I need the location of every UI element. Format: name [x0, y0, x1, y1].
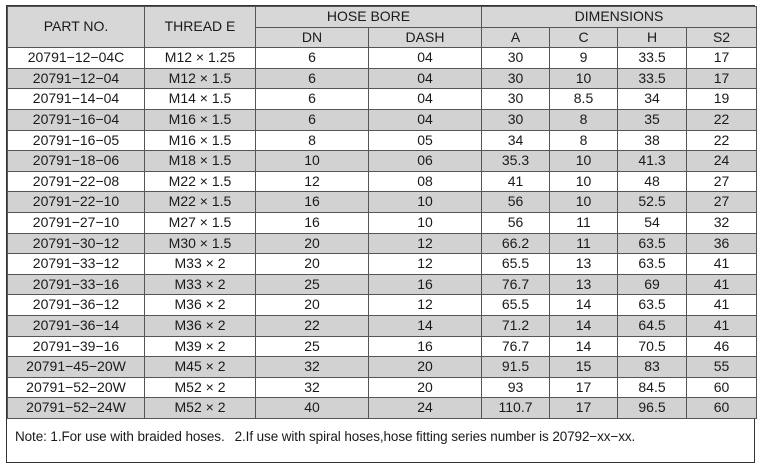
cell-h: 64.5 [618, 315, 687, 336]
cell-a: 30 [482, 68, 550, 89]
table-row [8, 171, 757, 192]
header-dimensions: DIMENSIONS [482, 7, 757, 28]
cell-c: 14 [550, 295, 618, 316]
cell-h: 33.5 [618, 68, 687, 89]
cell-c: 13 [550, 254, 618, 275]
cell-thread: M36 × 2 [145, 315, 256, 336]
cell-c: 9 [550, 48, 618, 69]
cell-a: 76.7 [482, 274, 550, 295]
cell-dn: 16 [256, 212, 369, 233]
cell-h: 96.5 [618, 398, 687, 419]
cell-a: 66.2 [482, 233, 550, 254]
table-row [8, 68, 757, 89]
cell-h: 84.5 [618, 377, 687, 398]
cell-dash: 10 [369, 192, 482, 213]
cell-h: 34 [618, 89, 687, 110]
cell-thread: M12 × 1.25 [145, 48, 256, 69]
cell-dn: 8 [256, 130, 369, 151]
cell-s2: 41 [687, 315, 757, 336]
cell-thread: M30 × 1.5 [145, 233, 256, 254]
cell-dash: 12 [369, 295, 482, 316]
cell-dn: 25 [256, 274, 369, 295]
cell-dash: 08 [369, 171, 482, 192]
cell-s2: 60 [687, 377, 757, 398]
table-row [8, 192, 757, 213]
cell-c: 8 [550, 130, 618, 151]
table-row [8, 336, 757, 357]
cell-h: 52.5 [618, 192, 687, 213]
cell-part-no: 20791−39−16 [8, 336, 145, 357]
cell-c: 10 [550, 171, 618, 192]
cell-dash: 05 [369, 130, 482, 151]
header-h: H [618, 27, 687, 48]
cell-dash: 20 [369, 357, 482, 378]
cell-part-no: 20791−30−12 [8, 233, 145, 254]
cell-dn: 6 [256, 68, 369, 89]
cell-dash: 24 [369, 398, 482, 419]
header-thread: THREAD E [145, 7, 256, 48]
cell-thread: M22 × 1.5 [145, 192, 256, 213]
table-row [8, 212, 757, 233]
cell-dn: 25 [256, 336, 369, 357]
cell-thread: M52 × 2 [145, 377, 256, 398]
cell-part-no: 20791−22−08 [8, 171, 145, 192]
cell-c: 14 [550, 336, 618, 357]
cell-c: 8 [550, 109, 618, 130]
table-row [8, 377, 757, 398]
header-dn: DN [256, 27, 369, 48]
cell-s2: 17 [687, 68, 757, 89]
table-row [8, 274, 757, 295]
cell-a: 30 [482, 48, 550, 69]
table-row [8, 130, 757, 151]
cell-a: 76.7 [482, 336, 550, 357]
cell-thread: M14 × 1.5 [145, 89, 256, 110]
cell-h: 83 [618, 357, 687, 378]
cell-c: 11 [550, 212, 618, 233]
cell-s2: 17 [687, 48, 757, 69]
table-body [8, 48, 757, 419]
cell-dn: 40 [256, 398, 369, 419]
cell-a: 65.5 [482, 295, 550, 316]
cell-c: 17 [550, 398, 618, 419]
cell-h: 38 [618, 130, 687, 151]
cell-dn: 6 [256, 48, 369, 69]
cell-a: 56 [482, 192, 550, 213]
cell-h: 63.5 [618, 254, 687, 275]
table-row [8, 109, 757, 130]
cell-c: 8.5 [550, 89, 618, 110]
header-part-no: PART NO. [8, 7, 145, 48]
cell-a: 91.5 [482, 357, 550, 378]
table-row [8, 315, 757, 336]
cell-s2: 55 [687, 357, 757, 378]
cell-h: 70.5 [618, 336, 687, 357]
cell-dash: 04 [369, 89, 482, 110]
table-row [8, 295, 757, 316]
cell-s2: 60 [687, 398, 757, 419]
spec-table-frame [6, 5, 755, 463]
hose-fitting-spec-table [7, 6, 757, 419]
cell-dn: 20 [256, 295, 369, 316]
table-row [8, 254, 757, 275]
cell-h: 35 [618, 109, 687, 130]
cell-s2: 19 [687, 89, 757, 110]
cell-h: 41.3 [618, 151, 687, 172]
table-row [8, 89, 757, 110]
cell-h: 33.5 [618, 48, 687, 69]
cell-dn: 32 [256, 357, 369, 378]
cell-c: 13 [550, 274, 618, 295]
cell-part-no: 20791−33−16 [8, 274, 145, 295]
cell-dash: 04 [369, 68, 482, 89]
cell-part-no: 20791−52−24W [8, 398, 145, 419]
cell-part-no: 20791−22−10 [8, 192, 145, 213]
cell-h: 54 [618, 212, 687, 233]
cell-dn: 32 [256, 377, 369, 398]
table-row [8, 233, 757, 254]
header-dash: DASH [369, 27, 482, 48]
cell-dn: 22 [256, 315, 369, 336]
cell-dash: 04 [369, 48, 482, 69]
cell-dash: 04 [369, 109, 482, 130]
cell-a: 93 [482, 377, 550, 398]
table-row [8, 48, 757, 69]
cell-part-no: 20791−14−04 [8, 89, 145, 110]
cell-c: 10 [550, 68, 618, 89]
cell-dash: 20 [369, 377, 482, 398]
cell-a: 65.5 [482, 254, 550, 275]
cell-h: 48 [618, 171, 687, 192]
header-hose-bore: HOSE BORE [256, 7, 482, 28]
cell-dash: 14 [369, 315, 482, 336]
cell-dn: 12 [256, 171, 369, 192]
cell-a: 30 [482, 109, 550, 130]
cell-thread: M12 × 1.5 [145, 68, 256, 89]
cell-c: 15 [550, 357, 618, 378]
cell-part-no: 20791−16−05 [8, 130, 145, 151]
cell-a: 56 [482, 212, 550, 233]
cell-h: 63.5 [618, 233, 687, 254]
cell-thread: M18 × 1.5 [145, 151, 256, 172]
footnote [7, 419, 754, 444]
cell-dn: 10 [256, 151, 369, 172]
cell-dn: 16 [256, 192, 369, 213]
cell-thread: M22 × 1.5 [145, 171, 256, 192]
cell-dash: 16 [369, 274, 482, 295]
cell-s2: 27 [687, 171, 757, 192]
cell-dash: 12 [369, 254, 482, 275]
cell-thread: M16 × 1.5 [145, 109, 256, 130]
cell-a: 34 [482, 130, 550, 151]
cell-s2: 22 [687, 109, 757, 130]
cell-part-no: 20791−52−20W [8, 377, 145, 398]
cell-s2: 22 [687, 130, 757, 151]
cell-c: 17 [550, 377, 618, 398]
cell-dn: 6 [256, 109, 369, 130]
footnote-braided: Note: 1.For use with braided hoses. [15, 428, 225, 444]
cell-part-no: 20791−45−20W [8, 357, 145, 378]
cell-h: 69 [618, 274, 687, 295]
cell-thread: M33 × 2 [145, 274, 256, 295]
cell-thread: M27 × 1.5 [145, 212, 256, 233]
cell-thread: M39 × 2 [145, 336, 256, 357]
cell-dash: 06 [369, 151, 482, 172]
cell-a: 30 [482, 89, 550, 110]
cell-part-no: 20791−12−04C [8, 48, 145, 69]
cell-s2: 27 [687, 192, 757, 213]
cell-s2: 41 [687, 274, 757, 295]
cell-thread: M16 × 1.5 [145, 130, 256, 151]
cell-s2: 32 [687, 212, 757, 233]
table-row [8, 357, 757, 378]
cell-s2: 41 [687, 295, 757, 316]
header-c: C [550, 27, 618, 48]
cell-thread: M52 × 2 [145, 398, 256, 419]
cell-h: 63.5 [618, 295, 687, 316]
cell-thread: M36 × 2 [145, 295, 256, 316]
header-a: A [482, 27, 550, 48]
cell-a: 71.2 [482, 315, 550, 336]
cell-s2: 46 [687, 336, 757, 357]
cell-thread: M45 × 2 [145, 357, 256, 378]
cell-dash: 10 [369, 212, 482, 233]
cell-c: 11 [550, 233, 618, 254]
table-row [8, 151, 757, 172]
table-row [8, 398, 757, 419]
cell-s2: 24 [687, 151, 757, 172]
cell-a: 35.3 [482, 151, 550, 172]
cell-s2: 41 [687, 254, 757, 275]
cell-dn: 20 [256, 233, 369, 254]
cell-s2: 36 [687, 233, 757, 254]
cell-part-no: 20791−18−06 [8, 151, 145, 172]
cell-part-no: 20791−33−12 [8, 254, 145, 275]
cell-part-no: 20791−16−04 [8, 109, 145, 130]
cell-thread: M33 × 2 [145, 254, 256, 275]
cell-a: 41 [482, 171, 550, 192]
header-s2: S2 [687, 27, 757, 48]
footnote-spiral: 2.If use with spiral hoses,hose fitting series number is 20792−xx−xx. [234, 428, 636, 444]
cell-c: 10 [550, 192, 618, 213]
cell-c: 14 [550, 315, 618, 336]
cell-part-no: 20791−36−14 [8, 315, 145, 336]
cell-dn: 6 [256, 89, 369, 110]
cell-dn: 20 [256, 254, 369, 275]
cell-dash: 16 [369, 336, 482, 357]
cell-part-no: 20791−36−12 [8, 295, 145, 316]
cell-part-no: 20791−12−04 [8, 68, 145, 89]
cell-c: 10 [550, 151, 618, 172]
cell-a: 110.7 [482, 398, 550, 419]
cell-part-no: 20791−27−10 [8, 212, 145, 233]
cell-dash: 12 [369, 233, 482, 254]
